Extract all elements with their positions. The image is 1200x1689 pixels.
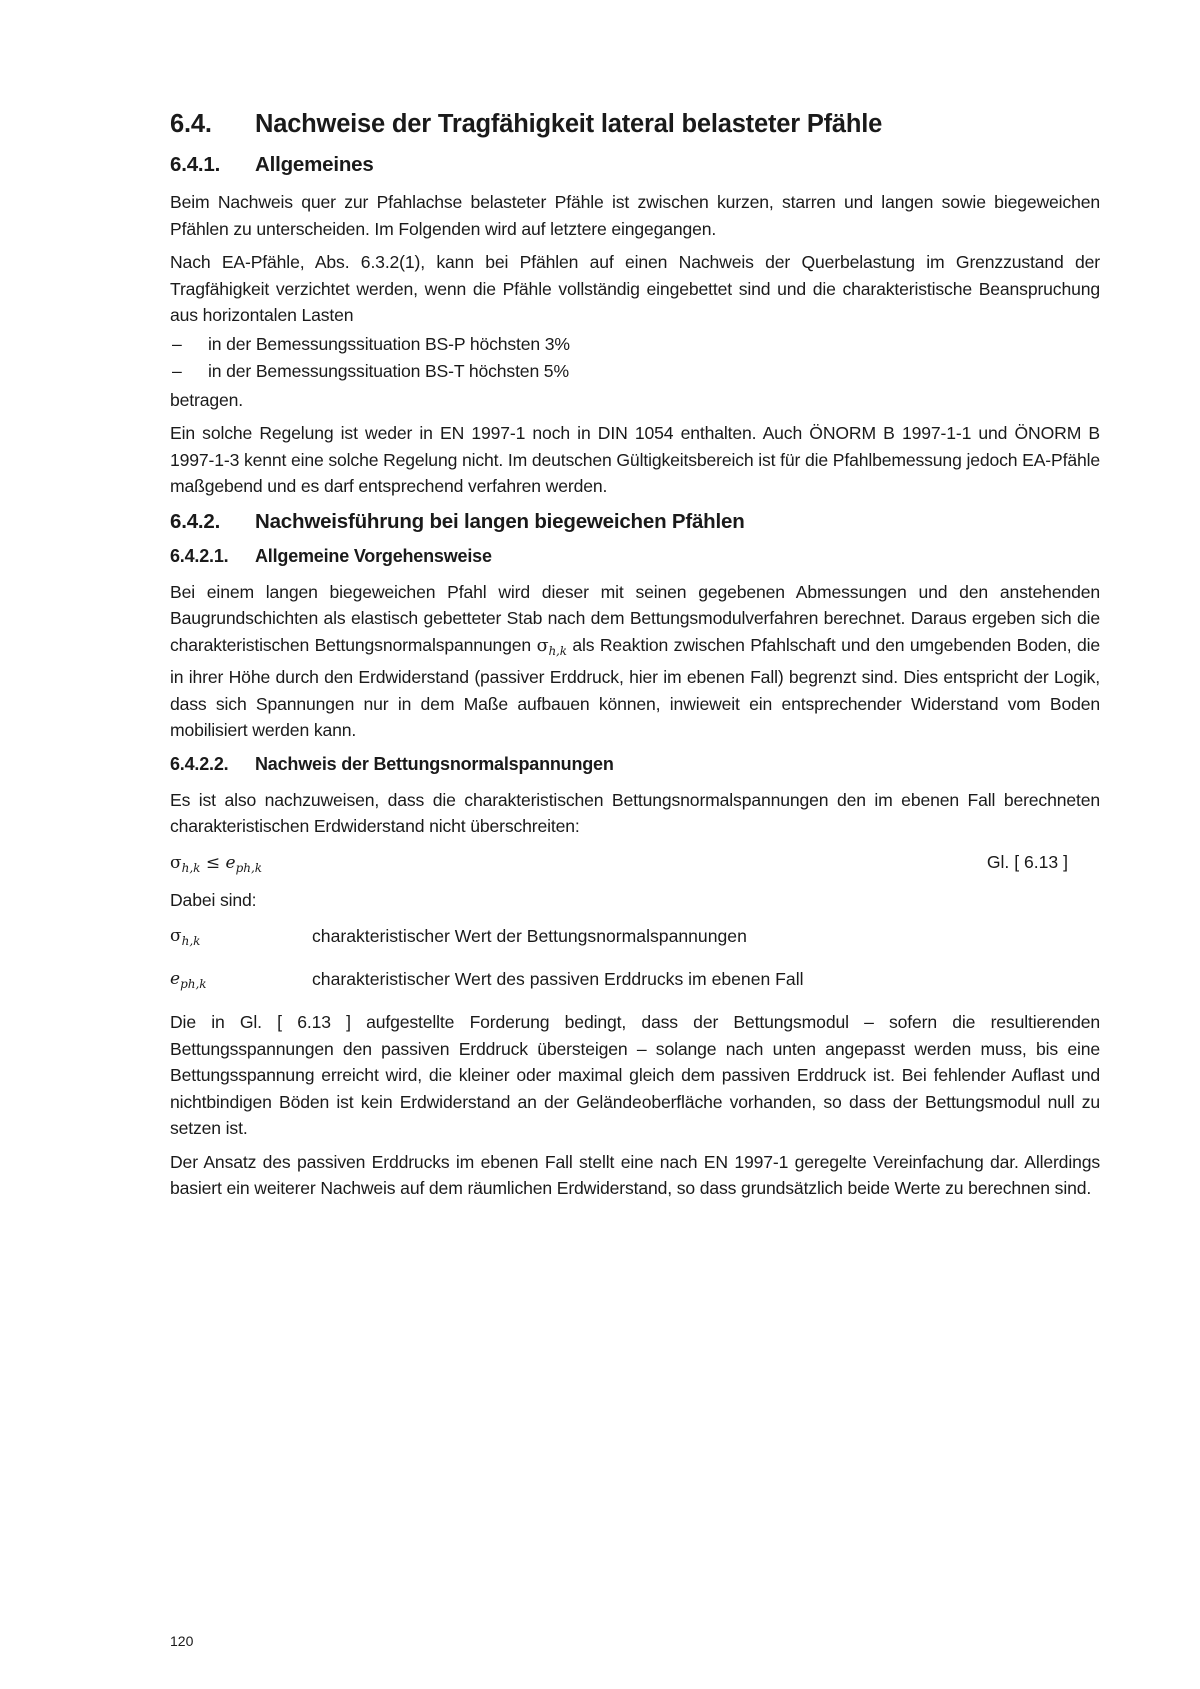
symbol-definitions — [170, 923, 1100, 997]
subsection-title: Allgemeines — [255, 153, 374, 176]
list-item-text: in der Bemessungssituation BS-T höchsten 5% — [208, 360, 569, 381]
page-number: 120 — [170, 1633, 194, 1649]
list-item — [170, 358, 1100, 385]
paragraph-dabei: Dabei sind: — [170, 889, 257, 910]
paragraph-regelung: Ein solche Regelung ist weder in EN 1997-1 noch in DIN 1054 enthalten. Auch ÖNORM B 1997-1-1 und ÖNORM B 1997-1-3 kennt eine solche Regelung nicht. Im deutschen Gültigkeitsbereich ist für die Pfahlbemessung jedoch EA-Pfähle maßgebend und es darf entsprechend verfahren werden. — [170, 423, 1100, 496]
section-heading — [170, 110, 1100, 139]
paragraph-text: Bei einem langen biegeweichen Pfahl wird dieser mit seinen gegebenen Abmessungen und den anstehenden Baugrundschichten als elastisch gebetteter Stab nach dem Bettungsmodulverfahren berechnet. Daraus ergeben sich die charakteristischen Bettungsnormalspannungen — [170, 581, 1100, 655]
paragraph-text: als Reaktion zwischen Pfahlschaft und den umgebenden Boden, die in ihrer Höhe durch den Erdwiderstand (passiver Erddruck, hier im ebenen Fall) begrenzt sind. Dies entspricht der Logik, dass sich Spannungen nur in dem Maße aufbauen können, inwieweit ein entsprechender Widerstand vom Boden mobilisiert werden kann. — [170, 634, 1100, 740]
paragraph-nachweis: Es ist also nachzuweisen, dass die charakteristischen Bettungsnormalspannungen den im ebenen Fall berechneten charakteristischen Erdwiderstand nicht überschreiten: — [170, 789, 1100, 836]
equation-6-13 — [170, 852, 1100, 875]
sigma-symbol: $\sigma_{h,k}$ — [536, 635, 567, 658]
subsection-heading-nachweisfuehrung — [170, 510, 1100, 534]
subsubsection-number: 6.4.2.1. — [170, 545, 229, 566]
equation-reference: Gl. [ 6.13 ] — [986, 851, 1068, 872]
subsection-number: 6.4.1. — [170, 153, 221, 176]
document-page — [170, 110, 1100, 1209]
section-title: Nachweise der Tragfähigkeit lateral belasteter Pfähle — [255, 110, 883, 138]
dash-bullet: – — [172, 333, 182, 354]
subsection-heading-allgemeines — [170, 153, 1100, 177]
definition-text: charakteristischer Wert des passiven Erddrucks im ebenen Fall — [312, 969, 804, 989]
equation-formula: $\sigma_{h,k} \le e_{ph,k}$ — [170, 852, 263, 875]
list-item — [170, 331, 1100, 358]
paragraph-ea-pfaehle: Nach EA-Pfähle, Abs. 6.3.2(1), kann bei Pfählen auf einen Nachweis der Querbelastung im Grenzzustand der Tragfähigkeit verzichtet werden, wenn die Pfähle vollständig eingebettet sind und die charakteristische Beanspruchung aus horizontalen Lasten — [170, 252, 1100, 325]
paragraph-forderung: Die in Gl. [ 6.13 ] aufgestellte Forderung bedingt, dass der Bettungsmodul – sofern die resultierenden Bettungsspannungen den passiven Erddruck übersteigen – solange nach unten angepasst werden muss, bis eine Bettungsspannung erreicht wird, die kleiner oder maximal gleich dem passiven Erddruck ist. Bei fehlender Auflast und nichtbindigen Böden ist kein Erdwiderstand an der Geländeoberfläche vorhanden, so dass der Bettungsmodul null zu setzen ist. — [170, 1012, 1100, 1138]
subsubsection-heading-bettung — [170, 754, 1100, 775]
section-number: 6.4. — [170, 110, 212, 138]
list-item-text: in der Bemessungssituation BS-P höchsten 3% — [208, 333, 570, 354]
subsubsection-number: 6.4.2.2. — [170, 753, 229, 774]
subsubsection-title: Nachweis der Bettungsnormalspannungen — [255, 753, 614, 774]
paragraph-betragen: betragen. — [170, 389, 243, 410]
paragraph-intro: Beim Nachweis quer zur Pfahlachse belasteter Pfähle ist zwischen kurzen, starren und langen sowie biegeweichen Pfählen zu unterscheiden. Im Folgenden wird auf letztere eingegangen. — [170, 192, 1100, 239]
paragraph-ansatz: Der Ansatz des passiven Erddrucks im ebenen Fall stellt eine nach EN 1997-1 geregelte Vereinfachung dar. Allerdings basiert ein weiterer Nachweis auf dem räumlichen Erdwiderstand, so dass grundsätzlich beide Werte zu berechnen sind. — [170, 1151, 1100, 1198]
dash-bullet: – — [172, 360, 182, 381]
paragraph-vorgehensweise — [170, 579, 1100, 744]
subsection-number: 6.4.2. — [170, 509, 221, 533]
definition-row — [170, 966, 1100, 997]
subsection-title: Nachweisführung bei langen biegeweichen Pfählen — [255, 509, 745, 533]
definition-symbol: $e_{ph,k}$ — [170, 969, 207, 991]
subsubsection-title: Allgemeine Vorgehensweise — [255, 545, 492, 566]
condition-list — [170, 331, 1100, 385]
definition-row — [170, 923, 1100, 954]
definition-text: charakteristischer Wert der Bettungsnormalspannungen — [312, 926, 747, 946]
subsubsection-heading-vorgehensweise — [170, 546, 1100, 567]
definition-symbol: $\sigma_{h,k}$ — [170, 926, 201, 948]
